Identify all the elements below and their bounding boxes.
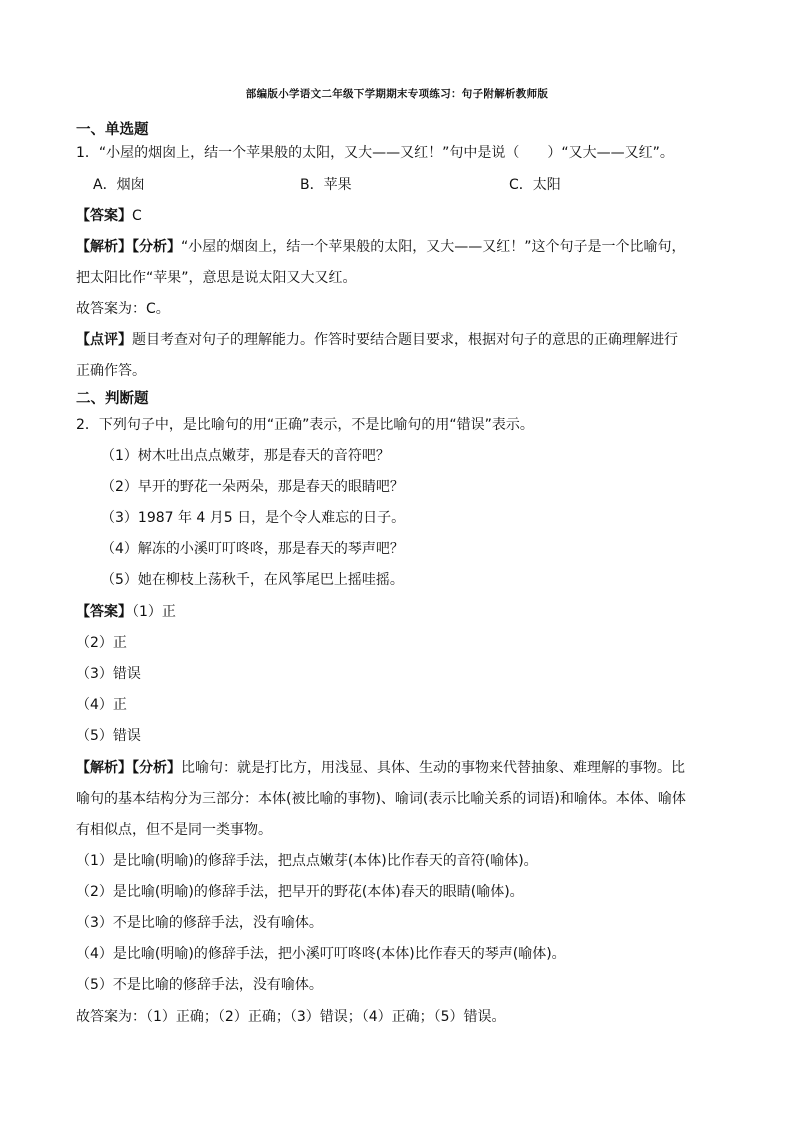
answer-value: （1）正 (132, 604, 176, 620)
question-1-option-c: C．太阳 (509, 177, 561, 193)
question-2-answer-3: （3）错误 (76, 666, 141, 682)
question-2-analysis-line-8: （5）不是比喻的修辞手法，没有喻体。 (76, 977, 323, 993)
page-title: 部编版小学语文二年级下学期期末专项练习：句子附解析教师版 (245, 88, 549, 100)
question-2-item-4: （4）解冻的小溪叮叮咚咚，那是春天的琴声吧？ (101, 541, 404, 557)
question-1-stem: 1．“小屋的烟囱上，结一个苹果般的太阳，又大——又红！”句中是说（ ）“又大——又红”。 (76, 145, 674, 161)
analysis-tag: 【解析】【分析】 (76, 760, 181, 776)
question-2-analysis-line-5: （2）是比喻(明喻)的修辞手法，把早开的野花(本体)春天的眼睛(喻体)。 (76, 884, 524, 900)
question-2-item-1: （1）树木吐出点点嫩芽，那是春天的音符吧？ (101, 448, 390, 464)
analysis-tag: 【解析】【分析】 (76, 239, 181, 255)
question-2-analysis-line-2: 喻句的基本结构分为三部分：本体(被比喻的事物)、喻词(表示比喻关系的词语)和喻体。本体、喻体 (76, 791, 686, 807)
answer-tag: 【答案】 (76, 604, 132, 620)
question-2-item-2: （2）早开的野花一朵两朵，那是春天的眼睛吧？ (101, 479, 404, 495)
analysis-text: 比喻句：就是打比方，用浅显、具体、生动的事物来代替抽象、难理解的事物。比 (181, 760, 685, 776)
question-1-final-answer: 故答案为：C。 (76, 301, 170, 317)
question-2-stem: 2．下列句子中，是比喻句的用“正确”表示，不是比喻句的用“错误”表示。 (76, 417, 534, 433)
analysis-text: “小屋的烟囱上，结一个苹果般的太阳，又大——又红！”这个句子是一个比喻句， (181, 239, 686, 255)
question-1-option-a: A．烟囱 (93, 177, 145, 193)
question-2-answer-1 (76, 602, 176, 622)
answer-tag: 【答案】 (76, 208, 132, 224)
question-1-comment-line-2: 正确作答。 (76, 363, 146, 379)
section-heading-single-choice: 一、单选题 (76, 122, 149, 138)
question-2-item-3: （3）1987 年 4 月5 日，是个令人难忘的日子。 (101, 510, 406, 526)
question-2-answer-2: （2）正 (76, 635, 127, 651)
question-2-analysis-line-4: （1）是比喻(明喻)的修辞手法，把点点嫩芽(本体)比作春天的音符(喻体)。 (76, 853, 538, 869)
question-1-answer (76, 206, 142, 226)
comment-text: 题目考查对句子的理解能力。作答时要结合题目要求，根据对句子的意思的正确理解进行 (132, 332, 678, 348)
question-2-analysis-line-3: 有相似点，但不是同一类事物。 (76, 822, 272, 838)
question-1-analysis-line-1 (76, 237, 686, 257)
question-2-analysis-line-1 (76, 758, 685, 778)
question-1-option-b: B．苹果 (300, 177, 352, 193)
comment-tag: 【点评】 (76, 332, 132, 348)
question-1-analysis-line-2: 把太阳比作“苹果”，意思是说太阳又大又红。 (76, 270, 357, 286)
section-heading-judgment: 二、判断题 (76, 391, 149, 407)
answer-value: C (132, 208, 142, 224)
question-1-comment-line-1 (76, 330, 678, 350)
question-2-item-5: （5）她在柳枝上荡秋千，在风筝尾巴上摇哇摇。 (101, 572, 404, 588)
question-2-analysis-line-7: （4）是比喻(明喻)的修辞手法，把小溪叮叮咚咚(本体)比作春天的琴声(喻体)。 (76, 946, 566, 962)
question-2-final-answer: 故答案为：（1）正确；（2）正确；（3）错误；（4）正确；（5）错误。 (76, 1009, 506, 1025)
question-2-analysis-line-6: （3）不是比喻的修辞手法，没有喻体。 (76, 915, 323, 931)
question-2-answer-5: （5）错误 (76, 728, 141, 744)
question-2-answer-4: （4）正 (76, 697, 127, 713)
